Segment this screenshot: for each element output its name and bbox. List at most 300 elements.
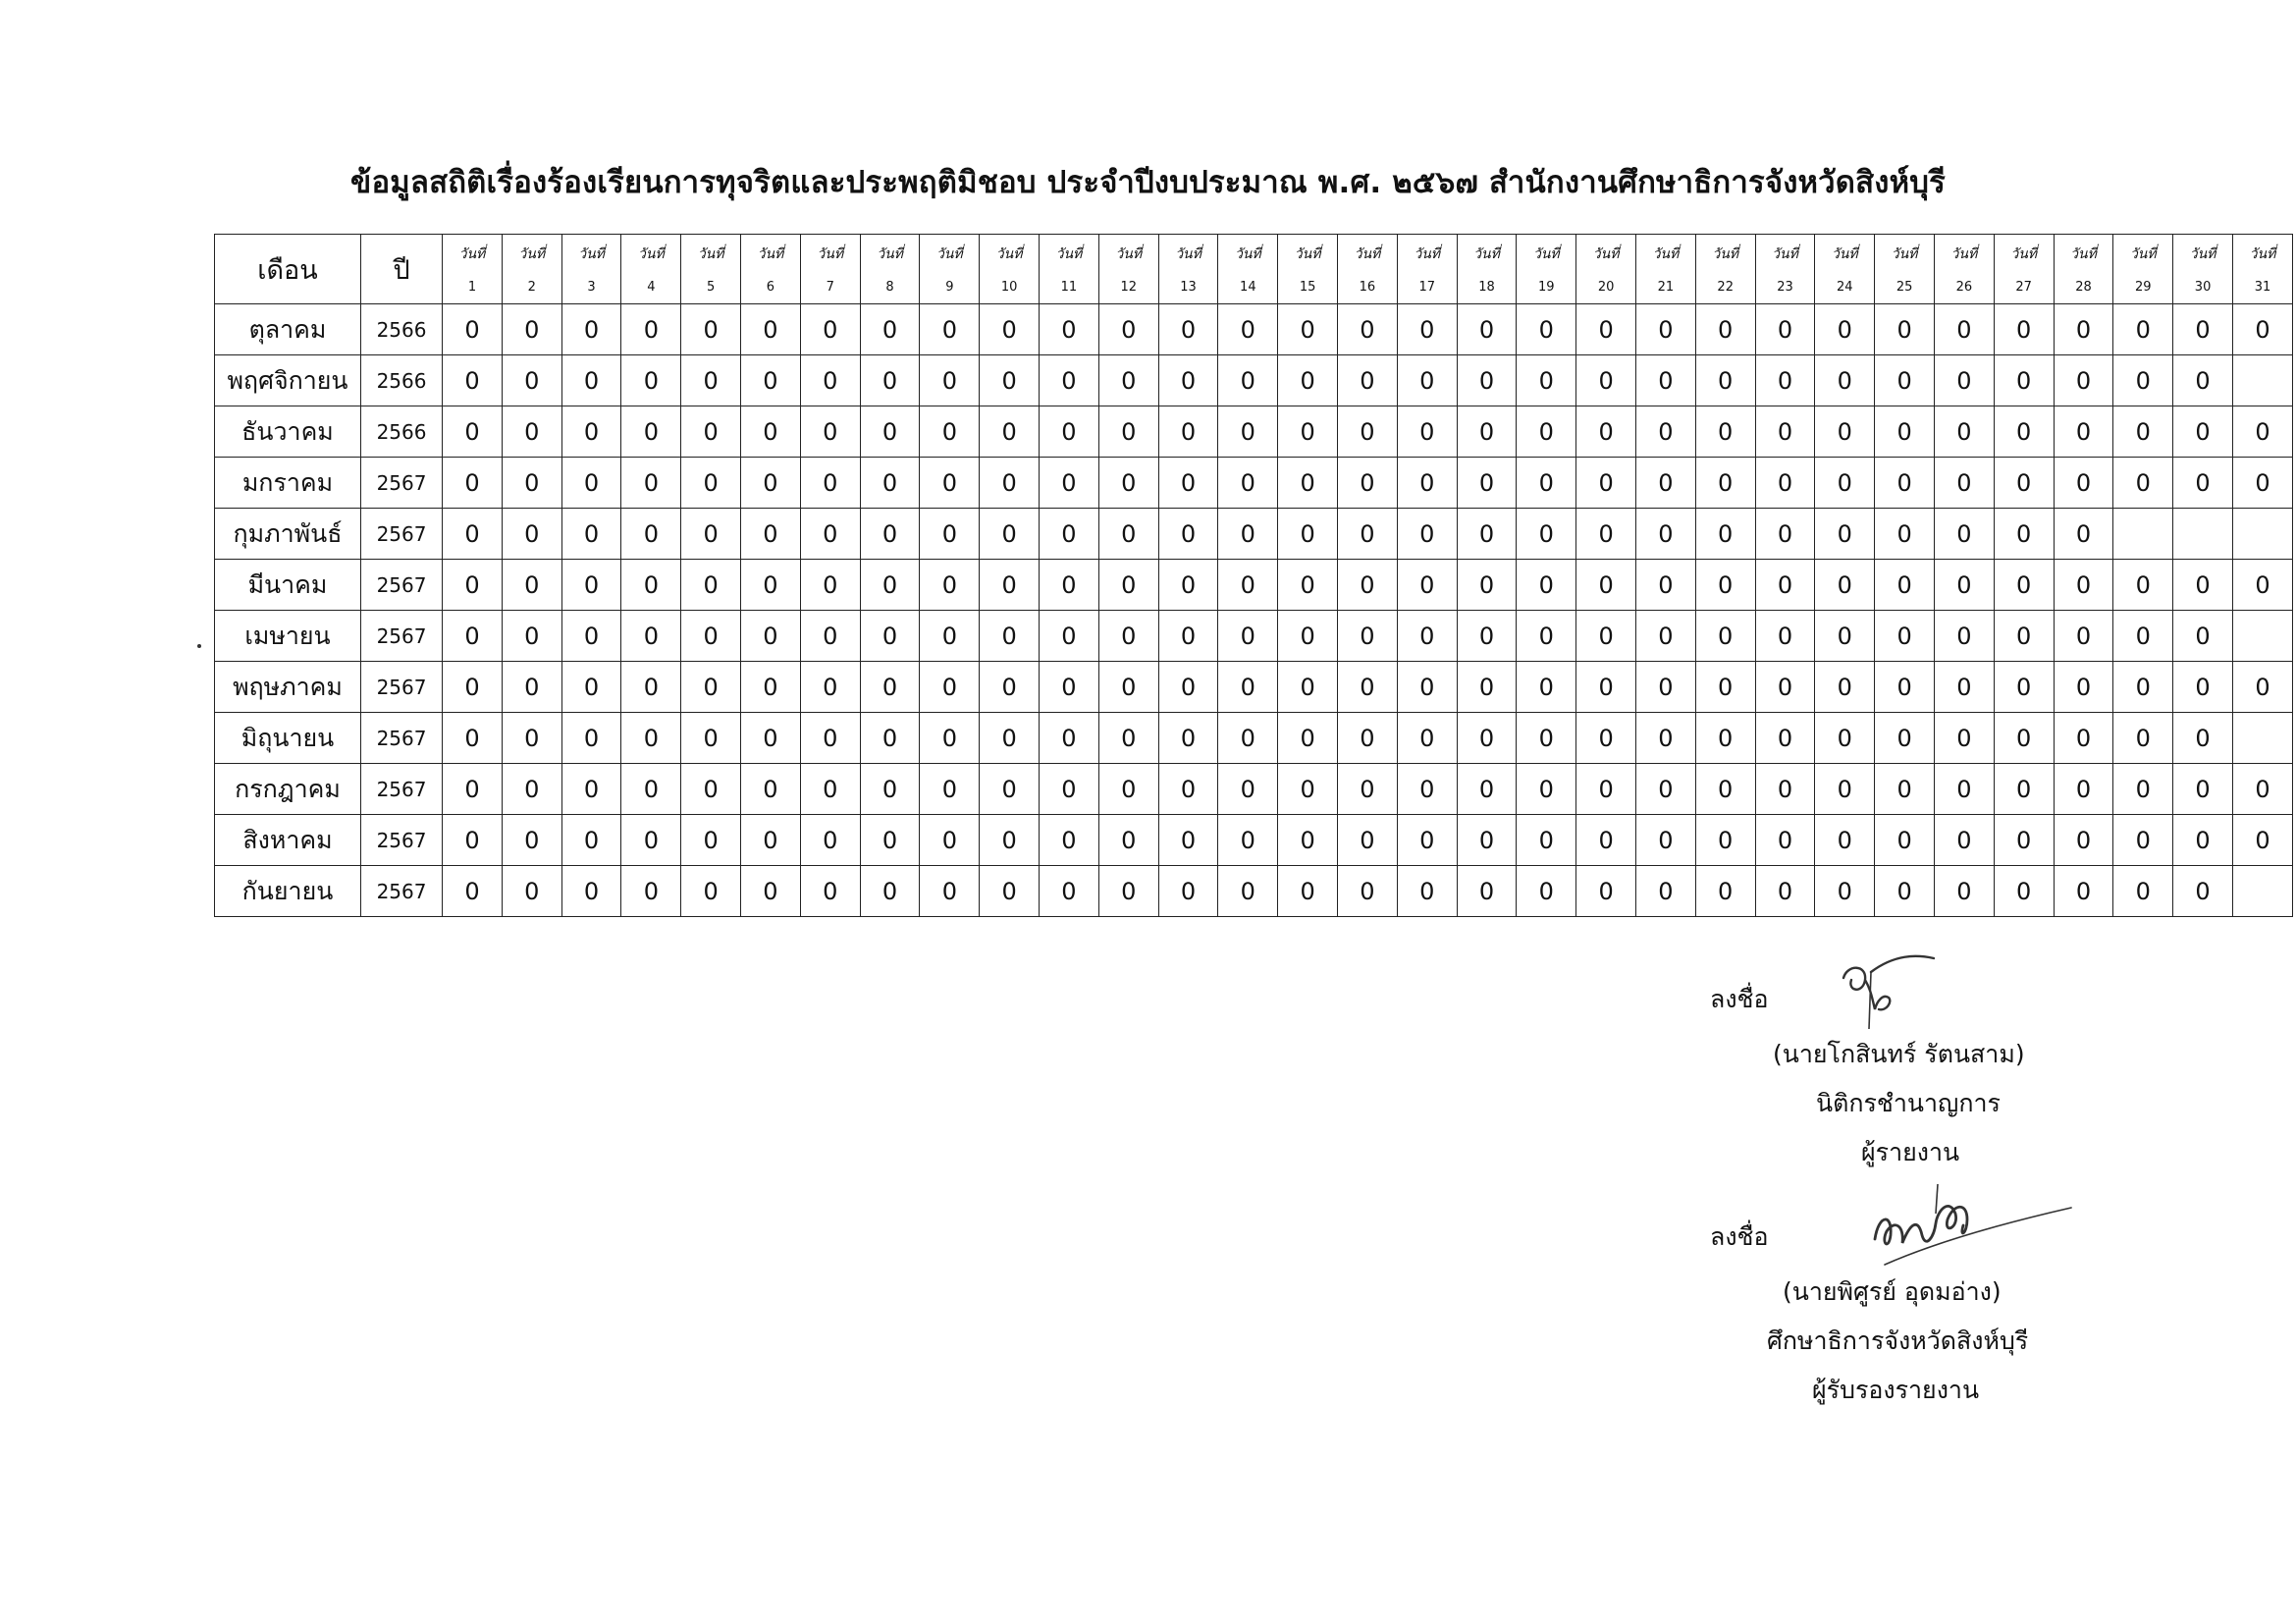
day-value-cell: 0 xyxy=(502,458,561,509)
day-value-cell: 0 xyxy=(1815,764,1875,815)
day-value-cell: 0 xyxy=(443,611,503,662)
day-value-cell: 0 xyxy=(1457,866,1517,917)
day-value-cell: 0 xyxy=(2173,713,2233,764)
day-value-cell: 0 xyxy=(1098,304,1158,355)
day-value-cell: 0 xyxy=(1397,713,1457,764)
day-value-cell: 0 xyxy=(502,355,561,406)
day-value-cell: 0 xyxy=(1636,509,1696,560)
header-day-23: วันที่ 23 xyxy=(1755,235,1815,304)
day-value-cell: 0 xyxy=(920,866,980,917)
table-row xyxy=(215,560,2293,611)
day-value-cell: 0 xyxy=(860,611,920,662)
day-value-cell: 0 xyxy=(1218,304,1278,355)
day-value-cell: 0 xyxy=(2173,662,2233,713)
day-value-cell: 0 xyxy=(1040,355,1099,406)
day-value-cell: 0 xyxy=(860,560,920,611)
day-value-cell: 0 xyxy=(1158,560,1218,611)
day-value-cell: 0 xyxy=(2232,764,2292,815)
header-day-12: วันที่ 12 xyxy=(1098,235,1158,304)
day-value-cell: 0 xyxy=(1815,713,1875,764)
day-value-cell: 0 xyxy=(2113,713,2173,764)
day-value-cell: 0 xyxy=(1457,355,1517,406)
day-value-cell: 0 xyxy=(2232,406,2292,458)
day-value-cell: 0 xyxy=(1755,406,1815,458)
day-value-cell: 0 xyxy=(1517,611,1576,662)
day-value-cell: 0 xyxy=(980,662,1040,713)
day-value-cell: 0 xyxy=(1875,509,1935,560)
day-value-cell: 0 xyxy=(1040,764,1099,815)
day-value-cell: 0 xyxy=(741,713,801,764)
day-value-cell: 0 xyxy=(1397,662,1457,713)
day-value-cell: 0 xyxy=(1218,406,1278,458)
day-value-cell: 0 xyxy=(920,509,980,560)
day-value-cell: 0 xyxy=(1815,662,1875,713)
day-value-cell: 0 xyxy=(1397,866,1457,917)
day-value-cell: 0 xyxy=(1278,509,1338,560)
day-value-cell: 0 xyxy=(860,764,920,815)
table-row xyxy=(215,713,2293,764)
day-value-cell: 0 xyxy=(443,764,503,815)
day-value-cell: 0 xyxy=(1457,560,1517,611)
day-value-cell: 0 xyxy=(1517,764,1576,815)
day-value-cell: 0 xyxy=(621,560,681,611)
day-value-cell: 0 xyxy=(1875,355,1935,406)
day-value-cell: 0 xyxy=(1158,662,1218,713)
day-value-cell: 0 xyxy=(621,662,681,713)
day-value-cell: 0 xyxy=(1755,815,1815,866)
empty-day-cell xyxy=(2113,509,2173,560)
header-day-21: วันที่ 21 xyxy=(1636,235,1696,304)
day-value-cell: 0 xyxy=(1278,458,1338,509)
day-value-cell: 0 xyxy=(1994,764,2054,815)
header-month: เดือน xyxy=(215,235,361,304)
day-value-cell: 0 xyxy=(1338,764,1398,815)
month-cell: พฤศจิกายน xyxy=(215,355,361,406)
day-value-cell: 0 xyxy=(1636,662,1696,713)
day-value-cell: 0 xyxy=(2232,662,2292,713)
empty-day-cell xyxy=(2232,866,2292,917)
day-value-cell: 0 xyxy=(1397,509,1457,560)
day-value-cell: 0 xyxy=(1576,611,1636,662)
day-value-cell: 0 xyxy=(1576,560,1636,611)
day-value-cell: 0 xyxy=(681,355,741,406)
year-cell: 2567 xyxy=(360,866,442,917)
day-value-cell: 0 xyxy=(1338,406,1398,458)
day-value-cell: 0 xyxy=(2054,764,2113,815)
day-value-cell: 0 xyxy=(1098,458,1158,509)
day-value-cell: 0 xyxy=(1576,509,1636,560)
day-value-cell: 0 xyxy=(1695,509,1755,560)
day-value-cell: 0 xyxy=(920,560,980,611)
day-value-cell: 0 xyxy=(2173,764,2233,815)
header-day-1: วันที่ 1 xyxy=(443,235,503,304)
day-value-cell: 0 xyxy=(1576,764,1636,815)
day-value-cell: 0 xyxy=(1397,611,1457,662)
day-value-cell: 0 xyxy=(1457,509,1517,560)
day-value-cell: 0 xyxy=(1636,560,1696,611)
certifier-role: ผู้รับรองรายงาน xyxy=(1812,1376,1980,1404)
day-value-cell: 0 xyxy=(920,355,980,406)
day-value-cell: 0 xyxy=(1755,611,1815,662)
day-value-cell: 0 xyxy=(1994,509,2054,560)
day-value-cell: 0 xyxy=(1934,560,1994,611)
year-cell: 2566 xyxy=(360,355,442,406)
day-value-cell: 0 xyxy=(1218,662,1278,713)
certifier-sign-label: ลงชื่อ xyxy=(1710,1222,1769,1251)
day-value-cell: 0 xyxy=(2054,866,2113,917)
day-value-cell: 0 xyxy=(621,764,681,815)
day-value-cell: 0 xyxy=(1158,355,1218,406)
day-value-cell: 0 xyxy=(502,560,561,611)
day-value-cell: 0 xyxy=(1040,304,1099,355)
reporter-sign-label: ลงชื่อ xyxy=(1710,985,1769,1013)
day-value-cell: 0 xyxy=(800,304,860,355)
day-value-cell: 0 xyxy=(621,355,681,406)
day-value-cell: 0 xyxy=(980,560,1040,611)
year-cell: 2567 xyxy=(360,560,442,611)
header-day-7: วันที่ 7 xyxy=(800,235,860,304)
day-value-cell: 0 xyxy=(980,406,1040,458)
day-value-cell: 0 xyxy=(1815,355,1875,406)
day-value-cell: 0 xyxy=(741,406,801,458)
day-value-cell: 0 xyxy=(1457,764,1517,815)
certifier-position: ศึกษาธิการจังหวัดสิงห์บุรี xyxy=(1767,1326,2029,1355)
year-cell: 2566 xyxy=(360,304,442,355)
day-value-cell: 0 xyxy=(800,866,860,917)
day-value-cell: 0 xyxy=(1636,304,1696,355)
day-value-cell: 0 xyxy=(2054,815,2113,866)
day-value-cell: 0 xyxy=(1994,662,2054,713)
day-value-cell: 0 xyxy=(1517,406,1576,458)
day-value-cell: 0 xyxy=(621,866,681,917)
day-value-cell: 0 xyxy=(621,304,681,355)
day-value-cell: 0 xyxy=(621,611,681,662)
day-value-cell: 0 xyxy=(1576,406,1636,458)
empty-day-cell xyxy=(2232,509,2292,560)
day-value-cell: 0 xyxy=(621,406,681,458)
day-value-cell: 0 xyxy=(561,458,621,509)
day-value-cell: 0 xyxy=(1636,764,1696,815)
year-cell: 2567 xyxy=(360,815,442,866)
day-value-cell: 0 xyxy=(1098,406,1158,458)
day-value-cell: 0 xyxy=(741,458,801,509)
day-value-cell: 0 xyxy=(561,764,621,815)
day-value-cell: 0 xyxy=(1695,458,1755,509)
day-value-cell: 0 xyxy=(2054,304,2113,355)
day-value-cell: 0 xyxy=(920,764,980,815)
day-value-cell: 0 xyxy=(1278,611,1338,662)
day-value-cell: 0 xyxy=(1338,304,1398,355)
day-value-cell: 0 xyxy=(1755,662,1815,713)
day-value-cell: 0 xyxy=(1218,355,1278,406)
month-cell: มิถุนายน xyxy=(215,713,361,764)
day-value-cell: 0 xyxy=(1218,815,1278,866)
month-cell: สิงหาคม xyxy=(215,815,361,866)
day-value-cell: 0 xyxy=(1338,560,1398,611)
day-value-cell: 0 xyxy=(1098,560,1158,611)
day-value-cell: 0 xyxy=(1457,713,1517,764)
day-value-cell: 0 xyxy=(1338,458,1398,509)
day-value-cell: 0 xyxy=(1218,560,1278,611)
day-value-cell: 0 xyxy=(1040,866,1099,917)
day-value-cell: 0 xyxy=(1517,355,1576,406)
day-value-cell: 0 xyxy=(1098,713,1158,764)
header-day-25: วันที่ 25 xyxy=(1875,235,1935,304)
header-day-2: วันที่ 2 xyxy=(502,235,561,304)
day-value-cell: 0 xyxy=(502,304,561,355)
day-value-cell: 0 xyxy=(1158,509,1218,560)
day-value-cell: 0 xyxy=(1158,815,1218,866)
month-cell: กันยายน xyxy=(215,866,361,917)
day-value-cell: 0 xyxy=(1934,458,1994,509)
day-value-cell: 0 xyxy=(741,304,801,355)
day-value-cell: 0 xyxy=(1755,304,1815,355)
day-value-cell: 0 xyxy=(860,406,920,458)
day-value-cell: 0 xyxy=(2173,458,2233,509)
day-value-cell: 0 xyxy=(681,815,741,866)
day-value-cell: 0 xyxy=(443,713,503,764)
day-value-cell: 0 xyxy=(1875,458,1935,509)
day-value-cell: 0 xyxy=(1457,662,1517,713)
table-row xyxy=(215,509,2293,560)
day-value-cell: 0 xyxy=(1517,866,1576,917)
day-value-cell: 0 xyxy=(980,611,1040,662)
empty-day-cell xyxy=(2232,355,2292,406)
day-value-cell: 0 xyxy=(1457,406,1517,458)
day-value-cell: 0 xyxy=(1815,560,1875,611)
header-day-22: วันที่ 22 xyxy=(1695,235,1755,304)
table-row xyxy=(215,355,2293,406)
day-value-cell: 0 xyxy=(1755,713,1815,764)
day-value-cell: 0 xyxy=(443,866,503,917)
day-value-cell: 0 xyxy=(1218,611,1278,662)
header-day-13: วันที่ 13 xyxy=(1158,235,1218,304)
day-value-cell: 0 xyxy=(1875,815,1935,866)
day-value-cell: 0 xyxy=(1397,764,1457,815)
day-value-cell: 0 xyxy=(1158,866,1218,917)
day-value-cell: 0 xyxy=(1278,866,1338,917)
day-value-cell: 0 xyxy=(1994,713,2054,764)
day-value-cell: 0 xyxy=(1755,509,1815,560)
day-value-cell: 0 xyxy=(860,662,920,713)
day-value-cell: 0 xyxy=(2054,713,2113,764)
table-body xyxy=(215,304,2293,917)
day-value-cell: 0 xyxy=(1875,866,1935,917)
day-value-cell: 0 xyxy=(1994,866,2054,917)
day-value-cell: 0 xyxy=(1576,355,1636,406)
day-value-cell: 0 xyxy=(1278,662,1338,713)
header-day-26: วันที่ 26 xyxy=(1934,235,1994,304)
day-value-cell: 0 xyxy=(1098,662,1158,713)
day-value-cell: 0 xyxy=(1278,815,1338,866)
day-value-cell: 0 xyxy=(741,764,801,815)
day-value-cell: 0 xyxy=(1815,866,1875,917)
day-value-cell: 0 xyxy=(920,304,980,355)
day-value-cell: 0 xyxy=(1040,662,1099,713)
day-value-cell: 0 xyxy=(561,355,621,406)
day-value-cell: 0 xyxy=(1517,304,1576,355)
header-day-30: วันที่ 30 xyxy=(2173,235,2233,304)
day-value-cell: 0 xyxy=(2173,866,2233,917)
day-value-cell: 0 xyxy=(1875,406,1935,458)
day-value-cell: 0 xyxy=(860,458,920,509)
header-day-3: วันที่ 3 xyxy=(561,235,621,304)
day-value-cell: 0 xyxy=(1278,406,1338,458)
day-value-cell: 0 xyxy=(681,611,741,662)
day-value-cell: 0 xyxy=(1576,662,1636,713)
day-value-cell: 0 xyxy=(1158,304,1218,355)
day-value-cell: 0 xyxy=(2054,611,2113,662)
day-value-cell: 0 xyxy=(1875,764,1935,815)
year-cell: 2567 xyxy=(360,509,442,560)
day-value-cell: 0 xyxy=(2113,458,2173,509)
day-value-cell: 0 xyxy=(741,662,801,713)
table-row xyxy=(215,611,2293,662)
day-value-cell: 0 xyxy=(502,509,561,560)
empty-day-cell xyxy=(2232,713,2292,764)
day-value-cell: 0 xyxy=(800,815,860,866)
day-value-cell: 0 xyxy=(741,815,801,866)
day-value-cell: 0 xyxy=(1040,560,1099,611)
day-value-cell: 0 xyxy=(1755,764,1815,815)
day-value-cell: 0 xyxy=(1695,713,1755,764)
day-value-cell: 0 xyxy=(2113,866,2173,917)
day-value-cell: 0 xyxy=(860,866,920,917)
day-value-cell: 0 xyxy=(800,611,860,662)
day-value-cell: 0 xyxy=(1755,355,1815,406)
day-value-cell: 0 xyxy=(800,458,860,509)
day-value-cell: 0 xyxy=(681,406,741,458)
day-value-cell: 0 xyxy=(443,560,503,611)
day-value-cell: 0 xyxy=(2232,458,2292,509)
empty-day-cell xyxy=(2232,611,2292,662)
day-value-cell: 0 xyxy=(1875,560,1935,611)
day-value-cell: 0 xyxy=(1397,815,1457,866)
header-day-9: วันที่ 9 xyxy=(920,235,980,304)
day-value-cell: 0 xyxy=(1338,662,1398,713)
day-value-cell: 0 xyxy=(443,815,503,866)
day-value-cell: 0 xyxy=(1636,406,1696,458)
day-value-cell: 0 xyxy=(1636,611,1696,662)
day-value-cell: 0 xyxy=(860,509,920,560)
day-value-cell: 0 xyxy=(2232,815,2292,866)
day-value-cell: 0 xyxy=(1158,764,1218,815)
day-value-cell: 0 xyxy=(1695,662,1755,713)
day-value-cell: 0 xyxy=(1576,713,1636,764)
day-value-cell: 0 xyxy=(1338,713,1398,764)
day-value-cell: 0 xyxy=(800,713,860,764)
month-cell: มกราคม xyxy=(215,458,361,509)
scan-speck xyxy=(197,644,201,648)
day-value-cell: 0 xyxy=(800,406,860,458)
header-day-24: วันที่ 24 xyxy=(1815,235,1875,304)
day-value-cell: 0 xyxy=(2113,560,2173,611)
day-value-cell: 0 xyxy=(1338,355,1398,406)
day-value-cell: 0 xyxy=(1098,815,1158,866)
day-value-cell: 0 xyxy=(561,866,621,917)
day-value-cell: 0 xyxy=(1994,406,2054,458)
day-value-cell: 0 xyxy=(502,815,561,866)
day-value-cell: 0 xyxy=(1278,713,1338,764)
table-row xyxy=(215,304,2293,355)
day-value-cell: 0 xyxy=(621,815,681,866)
table-row xyxy=(215,406,2293,458)
day-value-cell: 0 xyxy=(800,509,860,560)
day-value-cell: 0 xyxy=(1397,355,1457,406)
day-value-cell: 0 xyxy=(800,560,860,611)
day-value-cell: 0 xyxy=(1278,304,1338,355)
day-value-cell: 0 xyxy=(1098,355,1158,406)
document-title: ข้อมูลสถิติเรื่องร้องเรียนการทุจริตและประพฤติมิชอบ ประจำปีงบประมาณ พ.ศ. ๒๕๖๗ สำนักงานศึกษาธิการจังหวัดสิงห์บุรี xyxy=(350,165,1946,200)
header-day-28: วันที่ 28 xyxy=(2054,235,2113,304)
day-value-cell: 0 xyxy=(1815,458,1875,509)
day-value-cell: 0 xyxy=(2054,406,2113,458)
day-value-cell: 0 xyxy=(621,509,681,560)
day-value-cell: 0 xyxy=(681,560,741,611)
day-value-cell: 0 xyxy=(1695,355,1755,406)
day-value-cell: 0 xyxy=(2173,406,2233,458)
day-value-cell: 0 xyxy=(920,406,980,458)
day-value-cell: 0 xyxy=(1815,406,1875,458)
day-value-cell: 0 xyxy=(1218,713,1278,764)
day-value-cell: 0 xyxy=(502,406,561,458)
day-value-cell: 0 xyxy=(1040,509,1099,560)
day-value-cell: 0 xyxy=(1875,611,1935,662)
day-value-cell: 0 xyxy=(741,866,801,917)
day-value-cell: 0 xyxy=(443,355,503,406)
day-value-cell: 0 xyxy=(2113,611,2173,662)
day-value-cell: 0 xyxy=(1098,866,1158,917)
day-value-cell: 0 xyxy=(980,713,1040,764)
year-cell: 2567 xyxy=(360,713,442,764)
day-value-cell: 0 xyxy=(681,458,741,509)
day-value-cell: 0 xyxy=(1218,509,1278,560)
day-value-cell: 0 xyxy=(1218,458,1278,509)
day-value-cell: 0 xyxy=(1994,611,2054,662)
day-value-cell: 0 xyxy=(1457,815,1517,866)
day-value-cell: 0 xyxy=(920,662,980,713)
day-value-cell: 0 xyxy=(860,355,920,406)
day-value-cell: 0 xyxy=(2054,662,2113,713)
day-value-cell: 0 xyxy=(2113,304,2173,355)
day-value-cell: 0 xyxy=(1397,406,1457,458)
day-value-cell: 0 xyxy=(1278,764,1338,815)
table-row xyxy=(215,815,2293,866)
day-value-cell: 0 xyxy=(1576,815,1636,866)
day-value-cell: 0 xyxy=(2173,815,2233,866)
day-value-cell: 0 xyxy=(1934,304,1994,355)
header-day-8: วันที่ 8 xyxy=(860,235,920,304)
day-value-cell: 0 xyxy=(1517,509,1576,560)
day-value-cell: 0 xyxy=(2173,355,2233,406)
month-cell: มีนาคม xyxy=(215,560,361,611)
header-year: ปี xyxy=(360,235,442,304)
day-value-cell: 0 xyxy=(1158,458,1218,509)
day-value-cell: 0 xyxy=(561,611,621,662)
table-header-row xyxy=(215,235,2293,304)
header-day-29: วันที่ 29 xyxy=(2113,235,2173,304)
day-value-cell: 0 xyxy=(920,458,980,509)
month-cell: กรกฎาคม xyxy=(215,764,361,815)
day-value-cell: 0 xyxy=(980,815,1040,866)
day-value-cell: 0 xyxy=(860,304,920,355)
reporter-role: ผู้รายงาน xyxy=(1861,1138,1960,1166)
day-value-cell: 0 xyxy=(1695,815,1755,866)
month-cell: พฤษภาคม xyxy=(215,662,361,713)
day-value-cell: 0 xyxy=(980,458,1040,509)
day-value-cell: 0 xyxy=(2173,304,2233,355)
day-value-cell: 0 xyxy=(621,458,681,509)
